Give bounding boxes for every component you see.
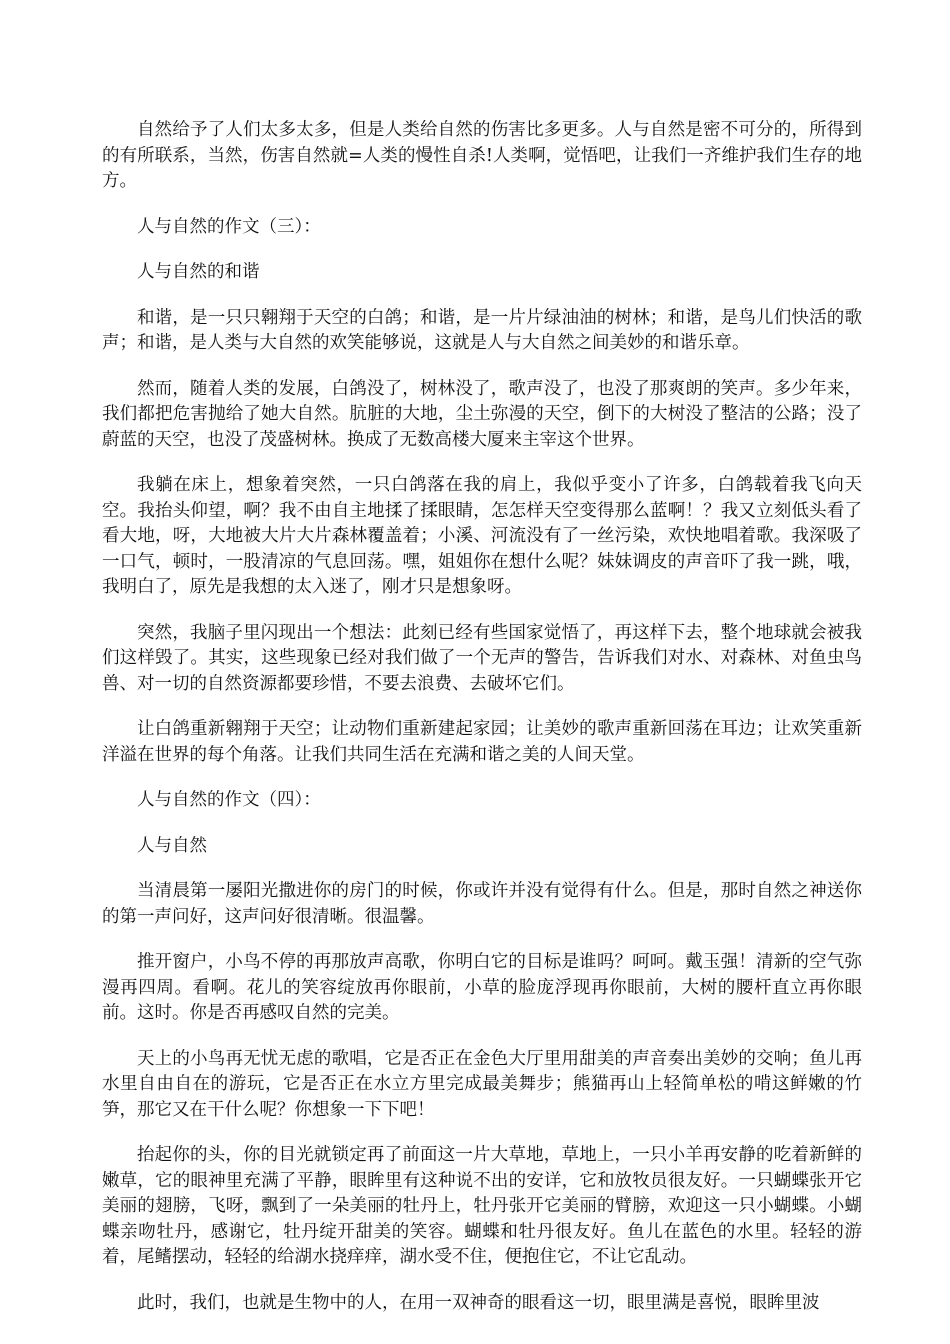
essay-title: 人与自然 [137, 835, 207, 856]
section-heading: 人与自然的作文（三）： [137, 216, 321, 237]
body-paragraph: 推开窗户，小鸟不停的再那放声高歌，你明白它的目标是谁吗？呵呵。戴玉强！清新的空气弥漫再四周。看啊。花儿的笑容绽放再你眼前，小草的脸庞浮现再你眼前，大树的腰杆直立再你眼前。这时。你是否再感叹自然的完美。 [102, 952, 862, 1023]
section-heading: 人与自然的作文（四）： [137, 790, 321, 810]
body-paragraph: 此时，我们，也就是生物中的人，在用一双神奇的眼看这一切，眼里满是喜悦，眼眸里波 [137, 1292, 820, 1313]
body-paragraph: 突然，我脑子里闪现出一个想法：此刻已经有些国家觉悟了，再这样下去，整个地球就会被我们这样毁了。其实，这些现象已经对我们做了一个无声的警告，告诉我们对水、对森林、对鱼虫鸟兽、对一切的自然资源都要珍惜，不要去浪费、去破坏它们。 [102, 622, 862, 694]
body-paragraph: 让白鸽重新翱翔于天空；让动物们重新建起家园；让美妙的歌声重新回荡在耳边；让欢笑重新洋溢在世界的每个角落。让我们共同生活在充满和谐之美的人间天堂。 [102, 719, 862, 765]
body-paragraph: 自然给予了人们太多太多，但是人类给自然的伤害比多更多。人与自然是密不可分的，所得到的有所联系，当然，伤害自然就=人类的慢性自杀!人类啊，觉悟吧，让我们一齐维护我们生存的地方。 [102, 120, 862, 191]
essay-title: 人与自然的和谐 [137, 262, 260, 282]
body-paragraph: 抬起你的头，你的目光就锁定再了前面这一片大草地，草地上，一只小羊再安静的吃着新鲜的嫩草，它的眼神里充满了平静，眼眸里有这种说不出的安详，它和放牧员很友好。一只蝴蝶张开它美丽的翅膀，飞呀，飘到了一朵美丽的牡丹上，牡丹张开它美丽的臂膀，欢迎这一只小蝴蝶。小蝴蝶亲吻牡丹，感谢它，牡丹绽开甜美的笑容。蝴蝶和牡丹很友好。鱼儿在蓝色的水里。轻轻的游着，尾鳍摆动，轻轻的给湖水挠痒痒，湖水受不住，便抱住它，不让它乱动。 [102, 1145, 862, 1267]
body-paragraph: 天上的小鸟再无忧无虑的歌唱，它是否正在金色大厅里用甜美的声音奏出美妙的交响；鱼儿再水里自由自在的游玩，它是否正在水立方里完成最美舞步；熊猫再山上轻简单松的啃这鲜嫩的竹笋，那它又在干什么呢？你想象一下下吧！ [102, 1048, 862, 1120]
body-paragraph: 然而，随着人类的发展，白鸽没了，树林没了，歌声没了，也没了那爽朗的笑声。多少年来，我们都把危害抛给了她大自然。肮脏的大地，尘土弥漫的天空，倒下的大树没了整洁的公路；没了蔚蓝的天空，也没了茂盛树林。换成了无数高楼大厦来主宰这个世界。 [102, 378, 862, 450]
body-paragraph: 当清晨第一屡阳光撒进你的房门的时候，你或许并没有觉得有什么。但是，那时自然之神送你的第一声问好，这声问好很清晰。很温馨。 [102, 881, 862, 927]
body-paragraph: 我躺在床上，想象着突然，一只白鸽落在我的肩上，我似乎变小了许多，白鸽载着我飞向天空。我抬头仰望，啊？我不由自主地揉了揉眼睛，怎怎样天空变得那么蓝啊！？我又立刻低头看了看大地，呀，大地被大片大片森林覆盖着；小溪、河流没有了一丝污染，欢快地唱着歌。我深吸了一口气，顿时，一股清凉的气息回荡。嘿，姐姐你在想什么呢？妹妹调皮的声音吓了我一跳，哦，我明白了，原先是我想的太入迷了，刚才只是想象呀。 [102, 475, 862, 597]
body-paragraph: 和谐，是一只只翱翔于天空的白鸽；和谐，是一片片绿油油的树林；和谐，是鸟儿们快活的歌声；和谐，是人类与大自然的欢笑能够说，这就是人与大自然之间美妙的和谐乐章。 [102, 307, 862, 353]
document-page [102, 118, 862, 1336]
